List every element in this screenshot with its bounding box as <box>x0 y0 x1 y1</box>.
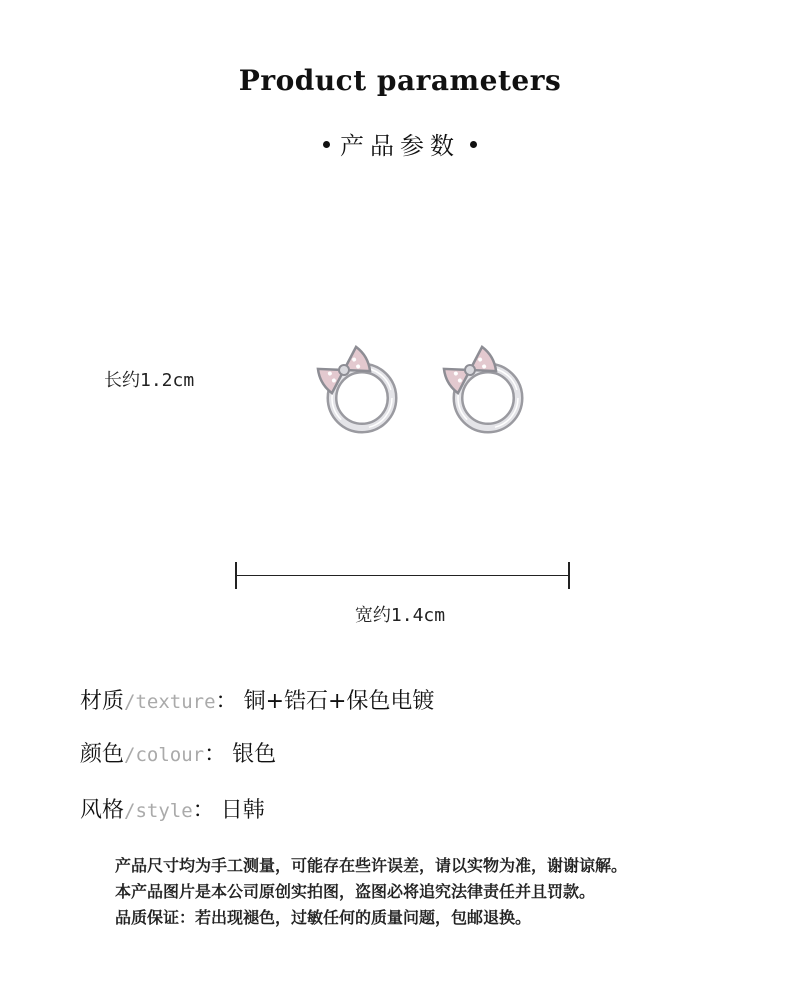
spec-label-cn: 材质 <box>80 689 125 714</box>
page-title: Product parameters <box>238 64 562 97</box>
note-quality: 品质保证：若出现褪色，过敏任何的质量问题，包邮退换。 <box>115 908 532 927</box>
bow-hoop-earring-icon <box>306 340 406 440</box>
spec-label-en: style <box>135 800 193 822</box>
width-ruler <box>236 575 569 576</box>
width-label: 宽约1.4cm <box>354 605 446 626</box>
product-photo <box>300 340 580 440</box>
bow-hoop-earring-icon <box>432 340 532 440</box>
disclaimer-notes <box>115 853 627 931</box>
spec-colon: ： <box>192 798 215 823</box>
subtitle-text: 产品参数 <box>340 132 460 160</box>
spec-label-cn: 风格 <box>80 798 125 823</box>
spec-value: 日韩 <box>220 798 265 823</box>
spec-value: 铜+锆石+保色电镀 <box>243 689 435 714</box>
note-copyright: 本产品图片是本公司原创实拍图，盗图必将追究法律责任并且罚款。 <box>115 882 596 901</box>
spec-style <box>80 793 265 824</box>
spec-colon: ： <box>204 742 227 767</box>
spec-label-en: colour <box>135 744 205 766</box>
length-label: 长约1.2cm <box>104 370 195 391</box>
bullet-dot-icon <box>323 141 330 148</box>
spec-slash: / <box>124 691 136 713</box>
bullet-dot-icon <box>470 141 477 148</box>
spec-texture <box>80 684 434 715</box>
spec-label-en: texture <box>135 691 216 713</box>
spec-colour <box>80 737 276 768</box>
spec-value: 银色 <box>232 742 277 767</box>
spec-slash: / <box>124 800 136 822</box>
note-measurement: 产品尺寸均为手工测量，可能存在些许误差，请以实物为准，谢谢谅解。 <box>115 856 628 875</box>
spec-label-cn: 颜色 <box>80 742 125 767</box>
spec-colon: ： <box>215 689 238 714</box>
spec-slash: / <box>124 744 136 766</box>
page-subtitle <box>0 126 800 161</box>
